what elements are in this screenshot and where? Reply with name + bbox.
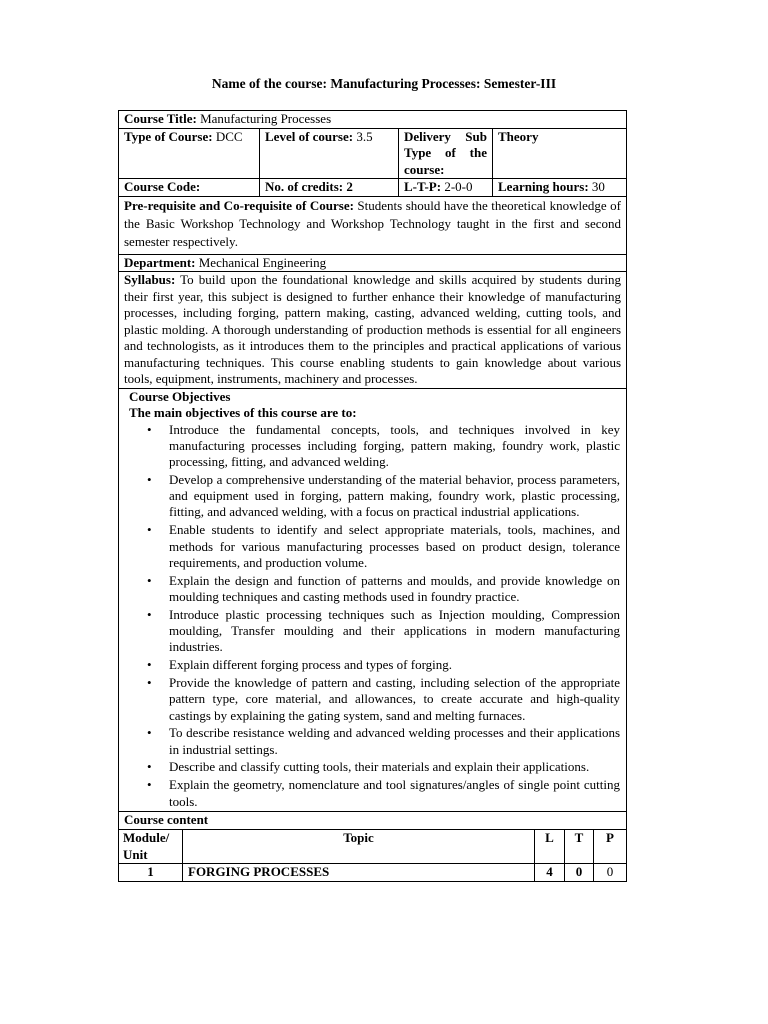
bullet-icon: • [147,725,152,741]
department-value: Mechanical Engineering [198,254,327,270]
course-code-row [119,179,627,197]
ltp-label: L-T-P: [404,179,442,194]
objective-item [147,657,620,673]
objective-text: Describe and classify cutting tools, their materials and explain their applications. [169,759,590,775]
learning-hours-label: Learning hours: [498,179,589,194]
syllabus-text: To build upon the foundational knowledge and skills acquired by students during their first year, this subject is designed to further enhance their knowledge of manufacturing processes, including forging, pattern making, casting, advanced welding, cutting tools, and plastic molding. A thorough understanding of production methods is essential for all engineers and technologists, as it introduces them to the principles and practical applications of various manufacturing techniques. This course enabling students to gain knowledge about various tools, equipment, instruments, machinery and processes. [124,272,622,386]
module-number: 1 [119,864,183,882]
level-of-course-value: 3.5 [356,128,373,144]
bullet-icon: • [147,674,152,690]
objective-text: Explain different forging process and types of forging. [169,657,453,673]
objective-text: Introduce the fundamental concepts, tools, and techniques involved in key manufacturing processes including forging, pattern making, foundry work, plastic processing, fitting, and advanced welding. [169,421,621,470]
l-value: 4 [535,864,565,882]
bullet-icon: • [147,777,152,793]
objectives-row [119,388,627,812]
department-label: Department: [124,254,196,270]
bullet-icon: • [147,522,152,538]
topic-name: FORGING PROCESSES [183,864,535,882]
objective-item [147,471,621,521]
type-of-course-label: Type of Course: [124,128,213,144]
course-info-table [118,110,627,830]
prerequisite-label: Pre-requisite and Co-requisite of Course: [124,197,354,213]
objective-text: Develop a comprehensive understanding of the material behavior, process parameters, and equipment used in forging, pattern making, foundry work, plastic processing, fitting, and advanced welding, with a focus on practical industrial applications. [169,471,621,520]
objective-item [147,759,620,775]
level-of-course-label: Level of course: [265,128,354,144]
bullet-icon: • [147,572,152,588]
course-type-row [119,128,627,179]
objective-item [147,421,621,471]
bullet-icon: • [147,471,152,487]
syllabus-label: Syllabus: [124,272,176,287]
prerequisite-text: Students should have the theoretical knowledge of the Basic Workshop Technology and Workshop Technology taught in the first and second semester respectively. [124,197,622,249]
objectives-title: Course Objectives [129,388,231,404]
course-content-title: Course content [119,812,627,830]
objective-text: Explain the geometry, nomenclature and tool signatures/angles of single point cutting tools. [169,777,621,809]
credits-value: 2 [346,179,353,194]
content-row [119,864,627,882]
ltp-value: 2-0-0 [444,179,473,194]
delivery-sub-type-value: Theory [493,128,627,179]
course-title-row [119,111,627,129]
bullet-icon: • [147,657,152,673]
prerequisite-row [119,196,627,254]
objective-text: To describe resistance welding and advanced welding processes and their applications in industrial settings. [169,725,621,757]
page-heading: Name of the course: Manufacturing Processes: Semester-III [211,76,557,91]
content-header-row [119,830,627,864]
p-value: 0 [594,864,627,882]
objective-item [147,777,621,810]
delivery-sub-type-label: Delivery Sub Type of the course: [399,128,493,179]
objective-text: Introduce plastic processing techniques such as Injection moulding, Compression moulding, Transfer moulding and their applications in modern manufacturing industries. [169,606,621,655]
objective-item [147,725,621,758]
objective-item [147,606,621,656]
bullet-icon: • [147,421,152,437]
bullet-icon: • [147,606,152,622]
l-header: L [535,830,565,864]
bullet-icon: • [147,759,152,775]
course-content-title-row [119,812,627,830]
objective-item [147,522,621,571]
objective-item [147,674,621,724]
objectives-list [127,422,620,810]
department-row [119,254,627,272]
credits-label: No. of credits: [265,179,344,194]
course-title-value: Manufacturing Processes [200,111,332,126]
learning-hours-value: 30 [591,179,605,194]
type-of-course-value: DCC [215,128,243,144]
topic-header: Topic [183,830,535,864]
objective-text: Enable students to identify and select appropriate materials, tools, machines, and methods for various manufacturing processes based on product design, tolerance requirements, and production volume. [169,522,621,570]
module-header: Module/ Unit [119,830,183,864]
course-content-table [118,829,627,882]
course-code-label: Course Code: [124,179,201,194]
t-value: 0 [565,864,594,882]
objective-text: Explain the design and function of patterns and moulds, and provide knowledge on moulding techniques and casting methods used in foundry practice. [169,572,621,604]
course-title-label: Course Title: [124,111,197,126]
objective-text: Provide the knowledge of pattern and casting, including selection of the appropriate pattern type, core material, and allowances, to create accurate and high-quality castings by explaining the gating system, sand and melting furnaces. [169,674,621,723]
p-header: P [594,830,627,864]
syllabus-row [119,272,627,389]
t-header: T [565,830,594,864]
objectives-intro: The main objectives of this course are to: [129,405,357,420]
objective-item [147,572,621,606]
